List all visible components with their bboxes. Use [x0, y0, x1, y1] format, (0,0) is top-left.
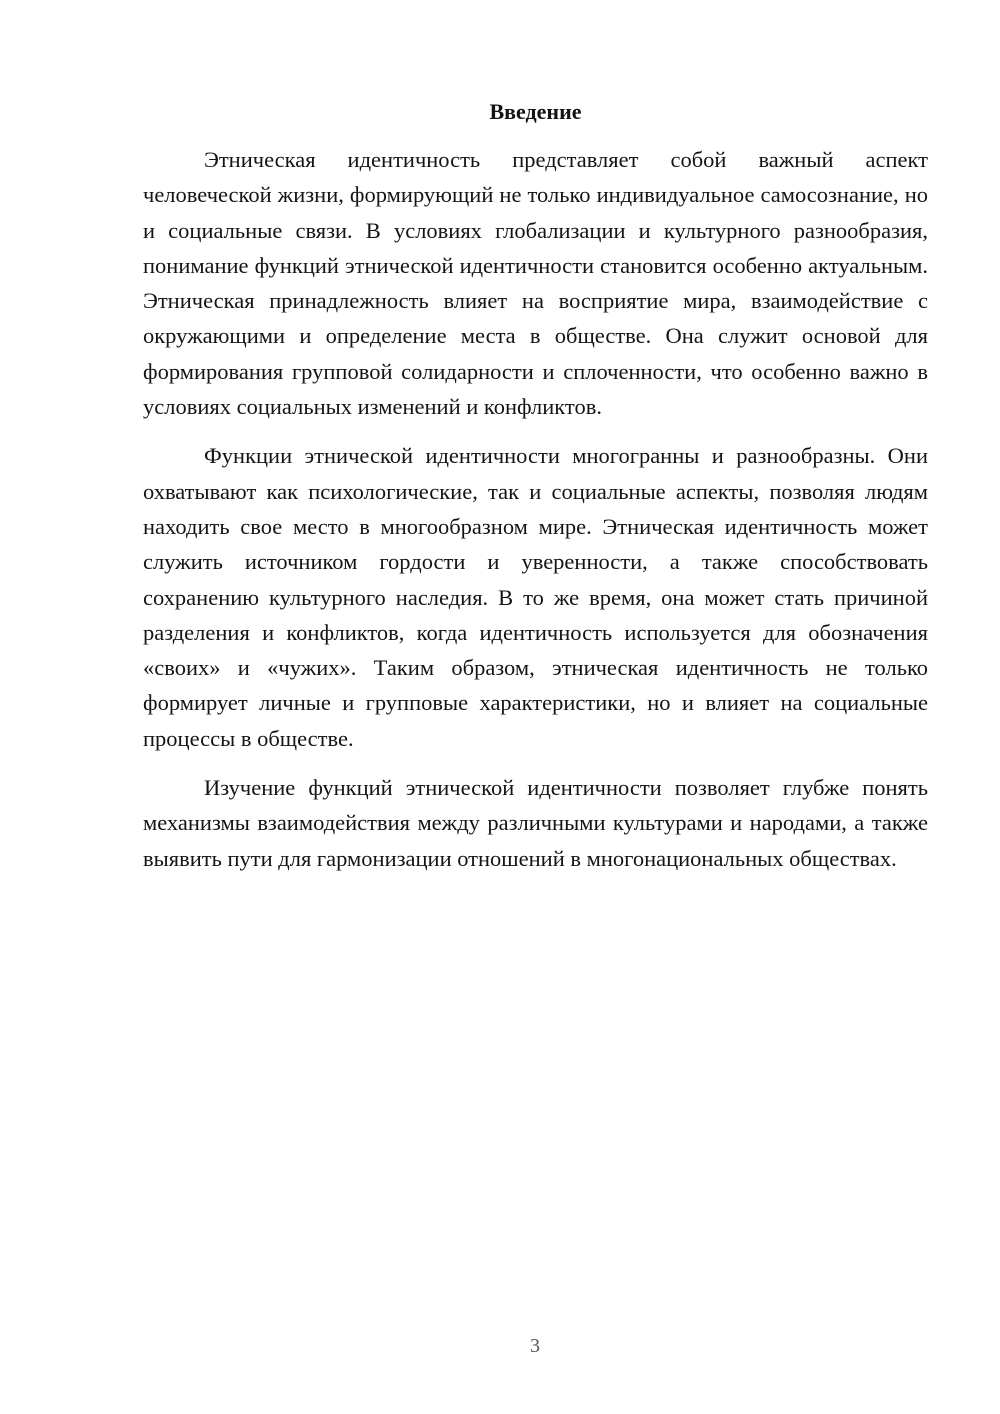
- body-text: [143, 142, 928, 890]
- paragraph-3: Изучение функций этнической идентичности позволяет глубже понять механизмы взаимодействия между различными культурами и народами, а также выявить пути для гармонизации отношений в многонациональных обществах.: [143, 775, 928, 871]
- paragraph-1: Этническая идентичность представляет собой важный аспект человеческой жизни, формирующий не только индивидуальное самосознание, но и социальные связи. В условиях глобализации и культурного разнообразия, понимание функций этнической идентичности становится особенно актуальным. Этническая принадлежность влияет на восприятие мира, взаимодействие с окружающими и определение места в обществе. Она служит основой для формирования групповой солидарности и сплоченности, что особенно важно в условиях социальных изменений и конфликтов.: [143, 147, 928, 420]
- paragraph-2: Функции этнической идентичности многогранны и разнообразны. Они охватывают как психологические, так и социальные аспекты, позволяя людям находить свое место в многообразном мире. Этническая идентичность может служить источником гордости и уверенности, а также способствовать сохранению культурного наследия. В то же время, она может стать причиной разделения и конфликтов, когда идентичность используется для обозначения «своих» и «чужих». Таким образом, этническая идентичность не только формирует личные и групповые характеристики, но и влияет на социальные процессы в обществе.: [143, 443, 928, 751]
- page-number: 3: [530, 1335, 540, 1357]
- page-title: Введение: [489, 99, 582, 124]
